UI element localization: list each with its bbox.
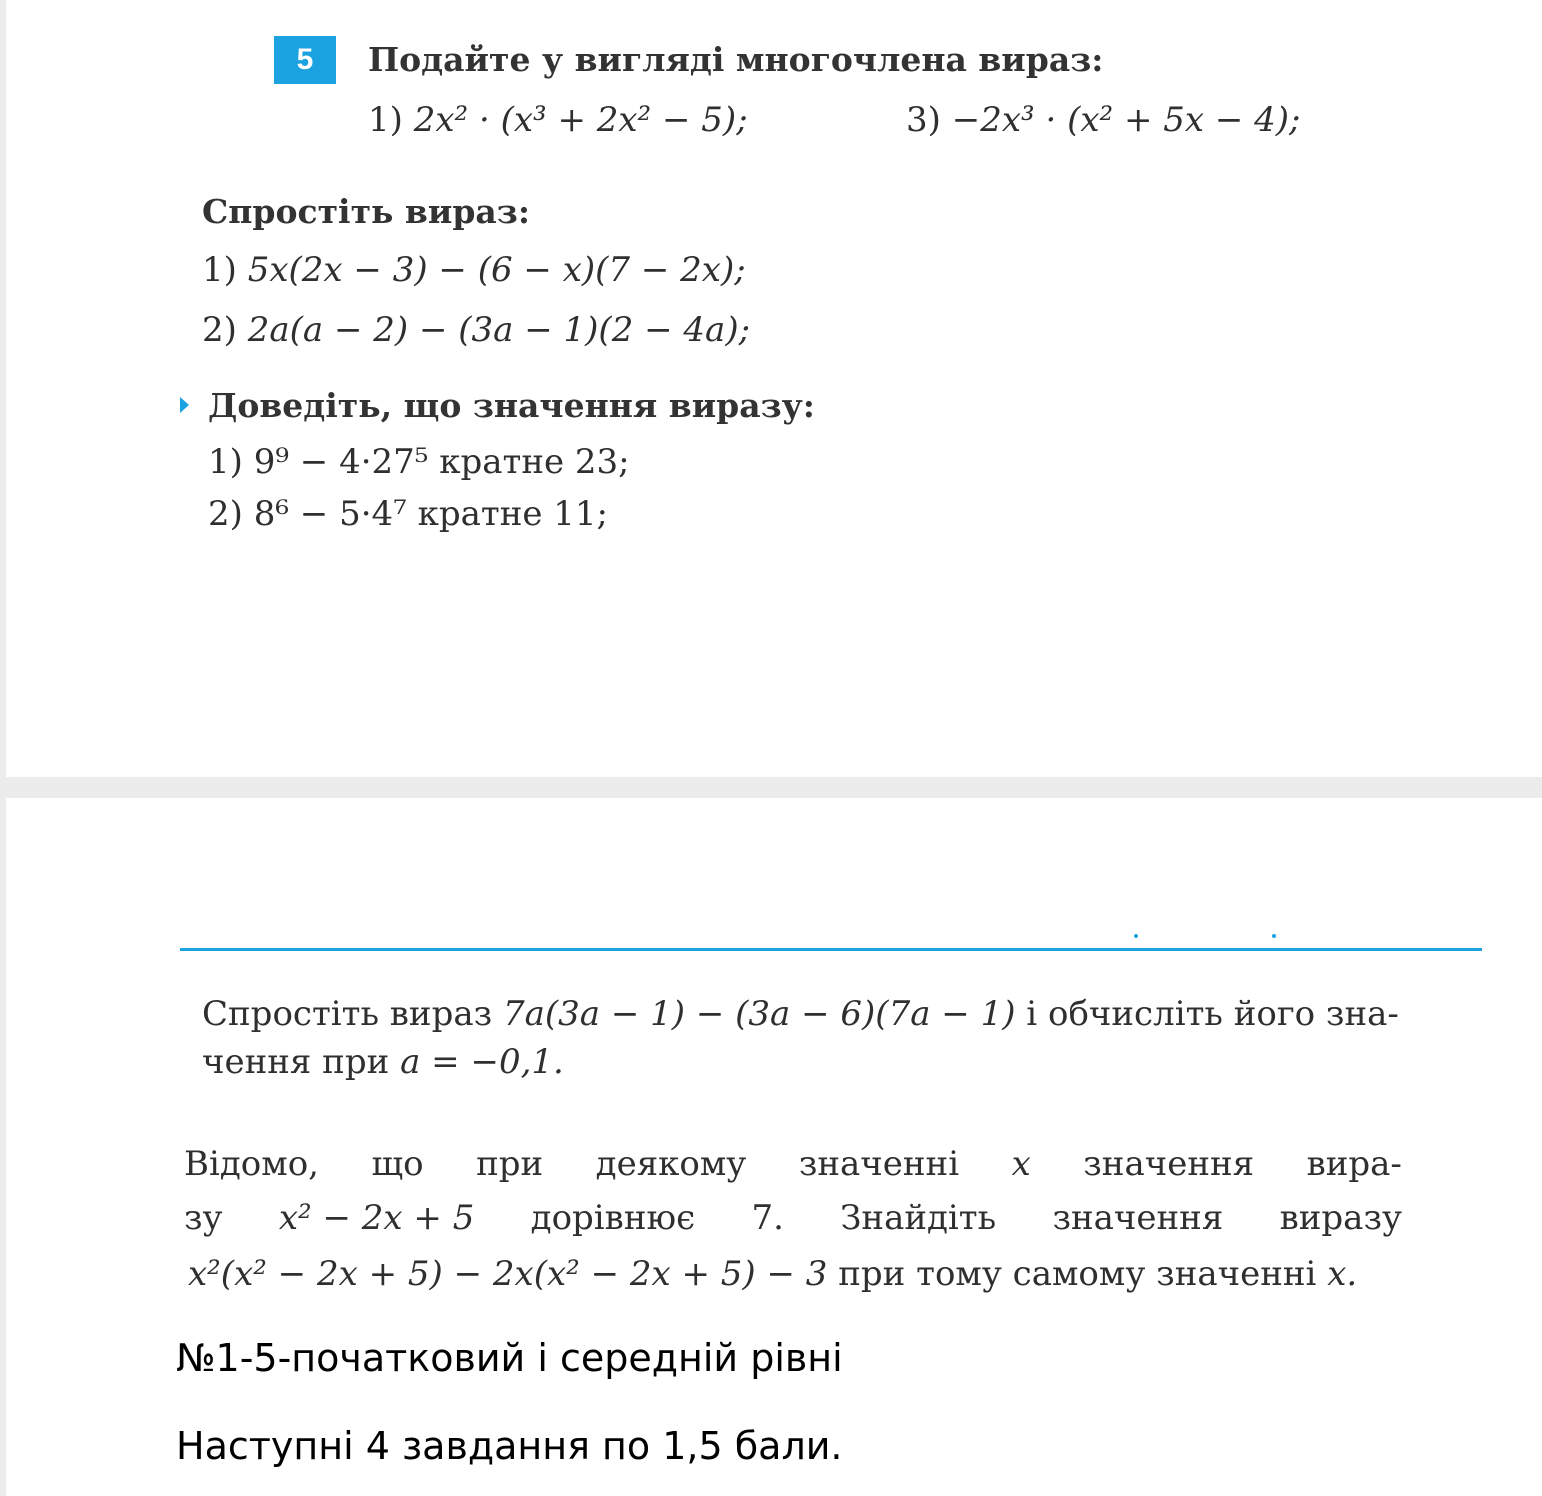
simplify-item-1 <box>202 250 746 290</box>
word: зу <box>184 1198 223 1238</box>
word: Знайдіть <box>840 1198 997 1238</box>
word: значення <box>1052 1198 1224 1238</box>
task5-item-3 <box>906 100 1301 140</box>
simplify-eval-line-1 <box>202 994 1399 1034</box>
item-tail: кратне 23; <box>439 442 630 482</box>
expression: x² − 2x + 5 <box>278 1198 475 1238</box>
word: 7. <box>751 1198 784 1238</box>
text: Спростіть вираз <box>202 994 493 1034</box>
item-number: 1) <box>208 442 243 482</box>
item-number: 1) <box>202 250 237 290</box>
top-card <box>6 0 1542 777</box>
word: виразу <box>1279 1198 1402 1238</box>
item-expression: 9⁹ − 4·27⁵ <box>253 442 429 482</box>
item-number: 3) <box>906 100 941 140</box>
levels-note: №1-5-початковий і середній рівні <box>176 1336 843 1380</box>
variable: x <box>1011 1144 1031 1184</box>
item-number: 2) <box>202 310 237 350</box>
word: Відомо, <box>184 1144 319 1184</box>
expression: x²(x² − 2x + 5) − 2x(x² − 2x + 5) − 3 <box>188 1254 828 1294</box>
expression: 7a(3a − 1) − (3a − 6)(7a − 1) <box>502 994 1016 1034</box>
points-note: Наступні 4 завдання по 1,5 бали. <box>176 1424 843 1468</box>
simplify-eval-line-2 <box>202 1042 564 1082</box>
item-expression: 2a(a − 2) − (3a − 1)(2 − 4a); <box>247 310 751 350</box>
word: при <box>476 1144 544 1184</box>
prove-item-2 <box>208 494 608 534</box>
word: значення <box>1083 1144 1255 1184</box>
item-expression: 5x(2x − 3) − (6 − x)(7 − 2x); <box>247 250 746 290</box>
word: вира- <box>1306 1144 1402 1184</box>
decorative-dot <box>1272 934 1276 938</box>
variable: x. <box>1327 1254 1358 1294</box>
known-line-1 <box>184 1144 1402 1184</box>
word: дорівнює <box>530 1198 696 1238</box>
known-line-3 <box>188 1254 1357 1294</box>
word: значенні <box>798 1144 960 1184</box>
item-number: 2) <box>208 494 243 534</box>
simplify-item-2 <box>202 310 750 350</box>
prove-heading: Доведіть, що значення виразу: <box>208 386 815 425</box>
expression: a = −0,1. <box>400 1042 564 1082</box>
decorative-dot <box>1134 934 1138 938</box>
task-number-badge: 5 <box>274 36 336 84</box>
word: деякому <box>595 1144 747 1184</box>
text: чення при <box>202 1042 390 1082</box>
text: при тому самому значенні <box>838 1254 1317 1294</box>
task5-item-1 <box>368 100 748 140</box>
item-expression: −2x³ · (x² + 5x − 4); <box>951 100 1301 140</box>
simplify-heading: Спростіть вираз: <box>202 192 531 231</box>
item-number: 1) <box>368 100 403 140</box>
bottom-card <box>6 798 1542 1496</box>
task5-heading: Подайте у вигляді многочлена вираз: <box>368 40 1104 79</box>
item-tail: кратне 11; <box>417 494 609 534</box>
section-divider <box>180 948 1482 951</box>
item-expression: 8⁶ − 5·4⁷ <box>253 494 407 534</box>
word: що <box>371 1144 424 1184</box>
item-expression: 2x² · (x³ + 2x² − 5); <box>413 100 748 140</box>
known-line-2 <box>184 1198 1402 1238</box>
bullet-marker-icon <box>180 397 189 413</box>
prove-item-1 <box>208 442 630 482</box>
text-tail: і обчисліть його зна- <box>1026 994 1399 1034</box>
